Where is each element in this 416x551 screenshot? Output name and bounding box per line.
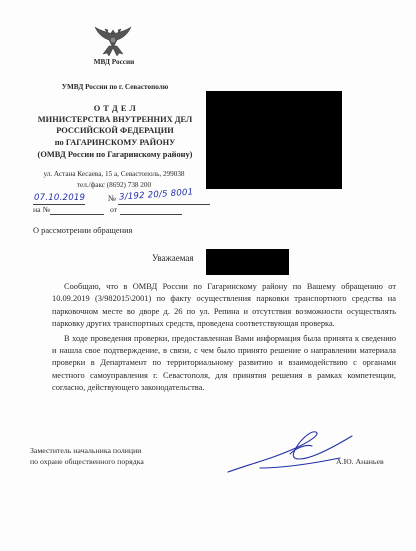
phone-line: тел./факс (8692) 738 200 — [76, 181, 152, 189]
registration-number: 3/192 20/5 8001 — [118, 187, 194, 203]
handwritten-signature-icon — [220, 424, 360, 480]
signatory-name: А.Ю. Ананьев — [336, 457, 384, 466]
signatory-position-1: Заместитель начальника полиции — [30, 446, 142, 455]
dept-line-4: по ГАГАРИНСКОМУ РАЙОНУ — [54, 138, 176, 147]
address-line: ул. Астана Кесаева, 15 а, Севастополь, 299038 — [43, 170, 185, 178]
on-number-prefix: на № — [33, 205, 51, 214]
paragraph-1: Сообщаю, что в ОМВД России по Гагаринскому району по Вашему обращению от 10.09.2019 (3/982015\2001) по факту осуществления парковки транспортного средства на парковочном месте во дворе д. 26 по ул. Репина и отсутствия возможности осуществлять парковку других транспортных средств, проведена соответствующая проверка. — [52, 282, 396, 329]
redacted-recipient-name — [206, 249, 289, 275]
dept-line-1: О Т Д Е Л — [93, 104, 137, 113]
number-underline — [118, 204, 210, 205]
letter-body — [52, 281, 396, 395]
dept-line-3: РОССИЙСКОЙ ФЕДЕРАЦИИ — [56, 126, 174, 135]
mvd-eagle-emblem-icon — [94, 24, 132, 58]
from-word: от — [110, 205, 118, 214]
salutation: Уважаемая — [152, 253, 194, 263]
signatory-position-2: по охране общественного порядка — [30, 457, 144, 466]
dept-line-5: (ОМВД России по Гагаринскому району) — [37, 150, 193, 159]
unit-line: УМВД России по г. Севастополю — [61, 83, 169, 91]
dept-line-2: МИНИСТЕРСТВА ВНУТРЕННИХ ДЕЛ — [37, 115, 193, 124]
registration-date: 07.10.2019 — [34, 193, 86, 203]
agency-short: МВД России — [93, 58, 135, 66]
on-number-underline — [50, 214, 104, 215]
number-prefix: № — [108, 194, 116, 203]
subject-line: О рассмотрении обращения — [33, 226, 133, 235]
paragraph-2: В ходе проведения проверки, предоставленная Вами информация была принята к сведению и нашла свое подтверждение, в связи, с чем было принято решение о направлении материала проверки в Департамент по территориальному развитию и взаимодействию с органами местного самоуправления г. Севастополя, для принятия решения в рамках компетенции, согласно, действующего законодательства. — [52, 333, 396, 393]
from-underline — [120, 214, 182, 215]
redacted-recipient-block — [206, 91, 342, 189]
